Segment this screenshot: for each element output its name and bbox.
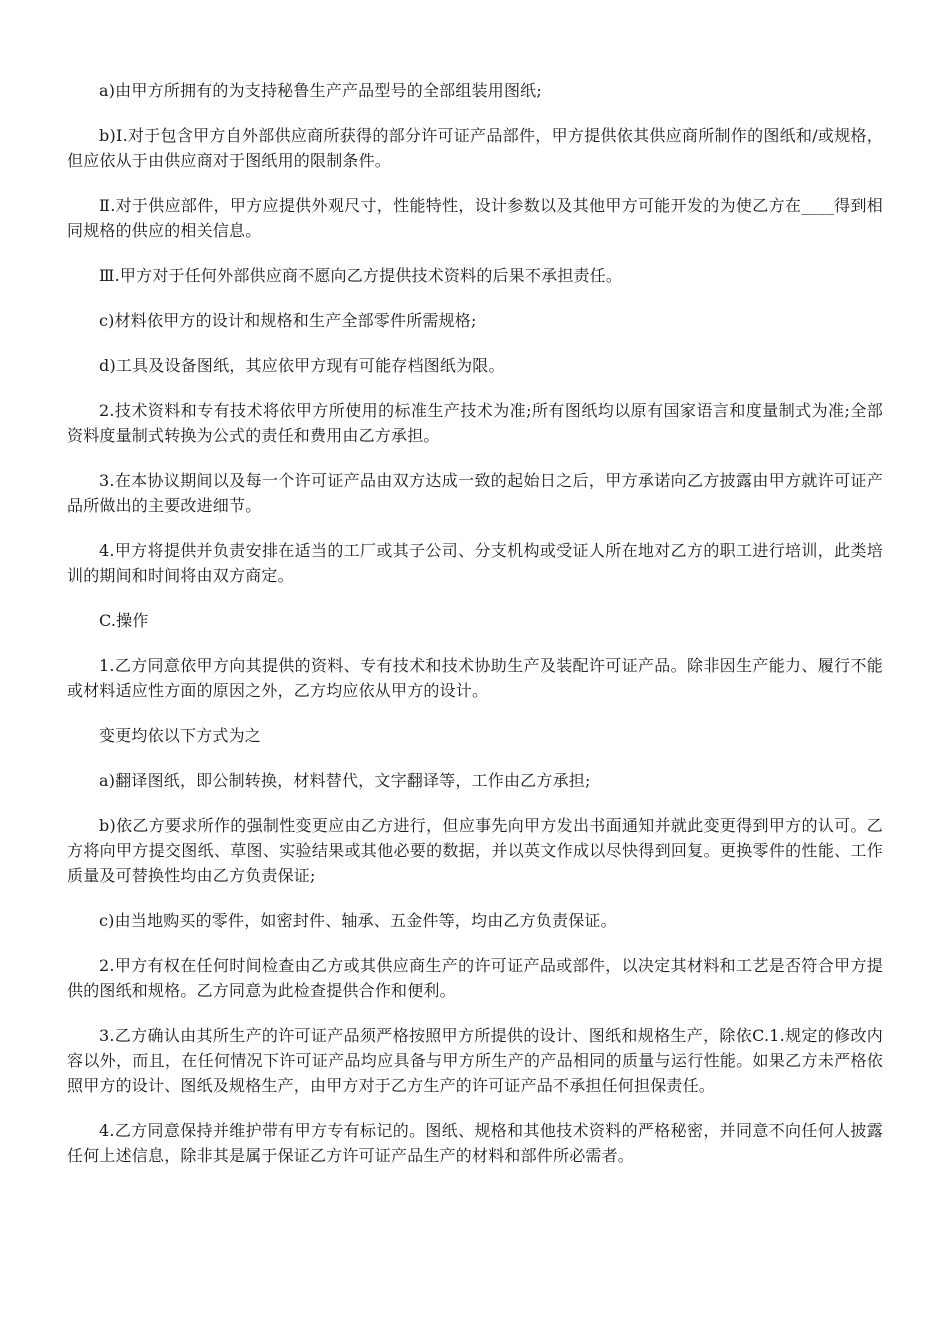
paragraph-d-tools: d)工具及设备图纸，其应依甲方现有可能存档图纸为限。 xyxy=(99,356,505,375)
paragraph-b-ii-supply-parts: Ⅱ.对于供应部件，甲方应提供外观尺寸，性能特性，设计参数以及其他甲方可能开发的为使乙方在____得到相同规格的供应的相关信息。 xyxy=(67,196,883,240)
paragraph-c3-quality: 3.乙方确认由其所生产的许可证产品须严格按照甲方所提供的设计、图纸和规格生产，除依C.1.规定的修改内容以外，而且，在任何情况下许可证产品均应具备与甲方所生产的产品相同的质量与运行性能。如果乙方未严格依照甲方的设计、图纸及规格生产，由甲方对于乙方生产的许可证产品不承担任何担保责任。 xyxy=(67,1026,883,1095)
paragraph-3-improvements: 3.在本协议期间以及每一个许可证产品由双方达成一致的起始日之后，甲方承诺向乙方披露由甲方就许可证产品所做出的主要改进细节。 xyxy=(67,471,883,515)
paragraph-changes-c: c)由当地购买的零件，如密封件、轴承、五金件等，均由乙方负责保证。 xyxy=(99,911,617,930)
paragraph-changes-a: a)翻译图纸，即公制转换，材料替代，文字翻译等，工作由乙方承担; xyxy=(99,771,591,790)
paragraph-c4-confidentiality: 4.乙方同意保持并维护带有甲方专有标记的。图纸、规格和其他技术资料的严格秘密，并同意不向任何人披露任何上述信息，除非其是属于保证乙方许可证产品生产的材料和部件所必需者。 xyxy=(67,1121,883,1165)
paragraph-a-drawings: a)由甲方所拥有的为支持秘鲁生产产品型号的全部组装用图纸; xyxy=(99,81,542,100)
paragraph-changes-b: b)依乙方要求所作的强制性变更应由乙方进行，但应事先向甲方发出书面通知并就此变更得到甲方的认可。乙方将向甲方提交图纸、草图、实验结果或其他必要的数据，并以英文作成以尽快得到回复。更换零件的性能、工作质量及可替换性均由乙方负责保证; xyxy=(67,816,883,885)
paragraph-4-training: 4.甲方将提供并负责安排在适当的工厂或其子公司、分支机构或受证人所在地对乙方的职工进行培训，此类培训的期间和时间将由双方商定。 xyxy=(67,541,883,585)
paragraph-changes-intro: 变更均依以下方式为之 xyxy=(99,726,262,745)
paragraph-c1-production: 1.乙方同意依甲方向其提供的资料、专有技术和技术协助生产及装配许可证产品。除非因生产能力、履行不能或材料适应性方面的原因之外，乙方均应依从甲方的设计。 xyxy=(67,656,883,700)
section-heading-c-operation: C.操作 xyxy=(99,611,149,630)
paragraph-b-i-supplier-drawings: b)Ⅰ.对于包含甲方自外部供应商所获得的部分许可证产品部件，甲方提供依其供应商所制作的图纸和/或规格，但应依从于由供应商对于图纸用的限制条件。 xyxy=(67,126,883,170)
paragraph-2-technical-data: 2.技术资料和专有技术将依甲方所使用的标准生产技术为准;所有图纸均以原有国家语言和度量制式为准;全部资料度量制式转换为公式的责任和费用由乙方承担。 xyxy=(67,401,883,445)
document-page xyxy=(67,78,883,1188)
paragraph-b-iii-no-liability: Ⅲ.甲方对于任何外部供应商不愿向乙方提供技术资料的后果不承担责任。 xyxy=(99,266,623,285)
paragraph-c2-inspection: 2.甲方有权在任何时间检查由乙方或其供应商生产的许可证产品或部件，以决定其材料和工艺是否符合甲方提供的图纸和规格。乙方同意为此检查提供合作和便利。 xyxy=(67,956,883,1000)
paragraph-c-materials: c)材料依甲方的设计和规格和生产全部零件所需规格; xyxy=(99,311,477,330)
